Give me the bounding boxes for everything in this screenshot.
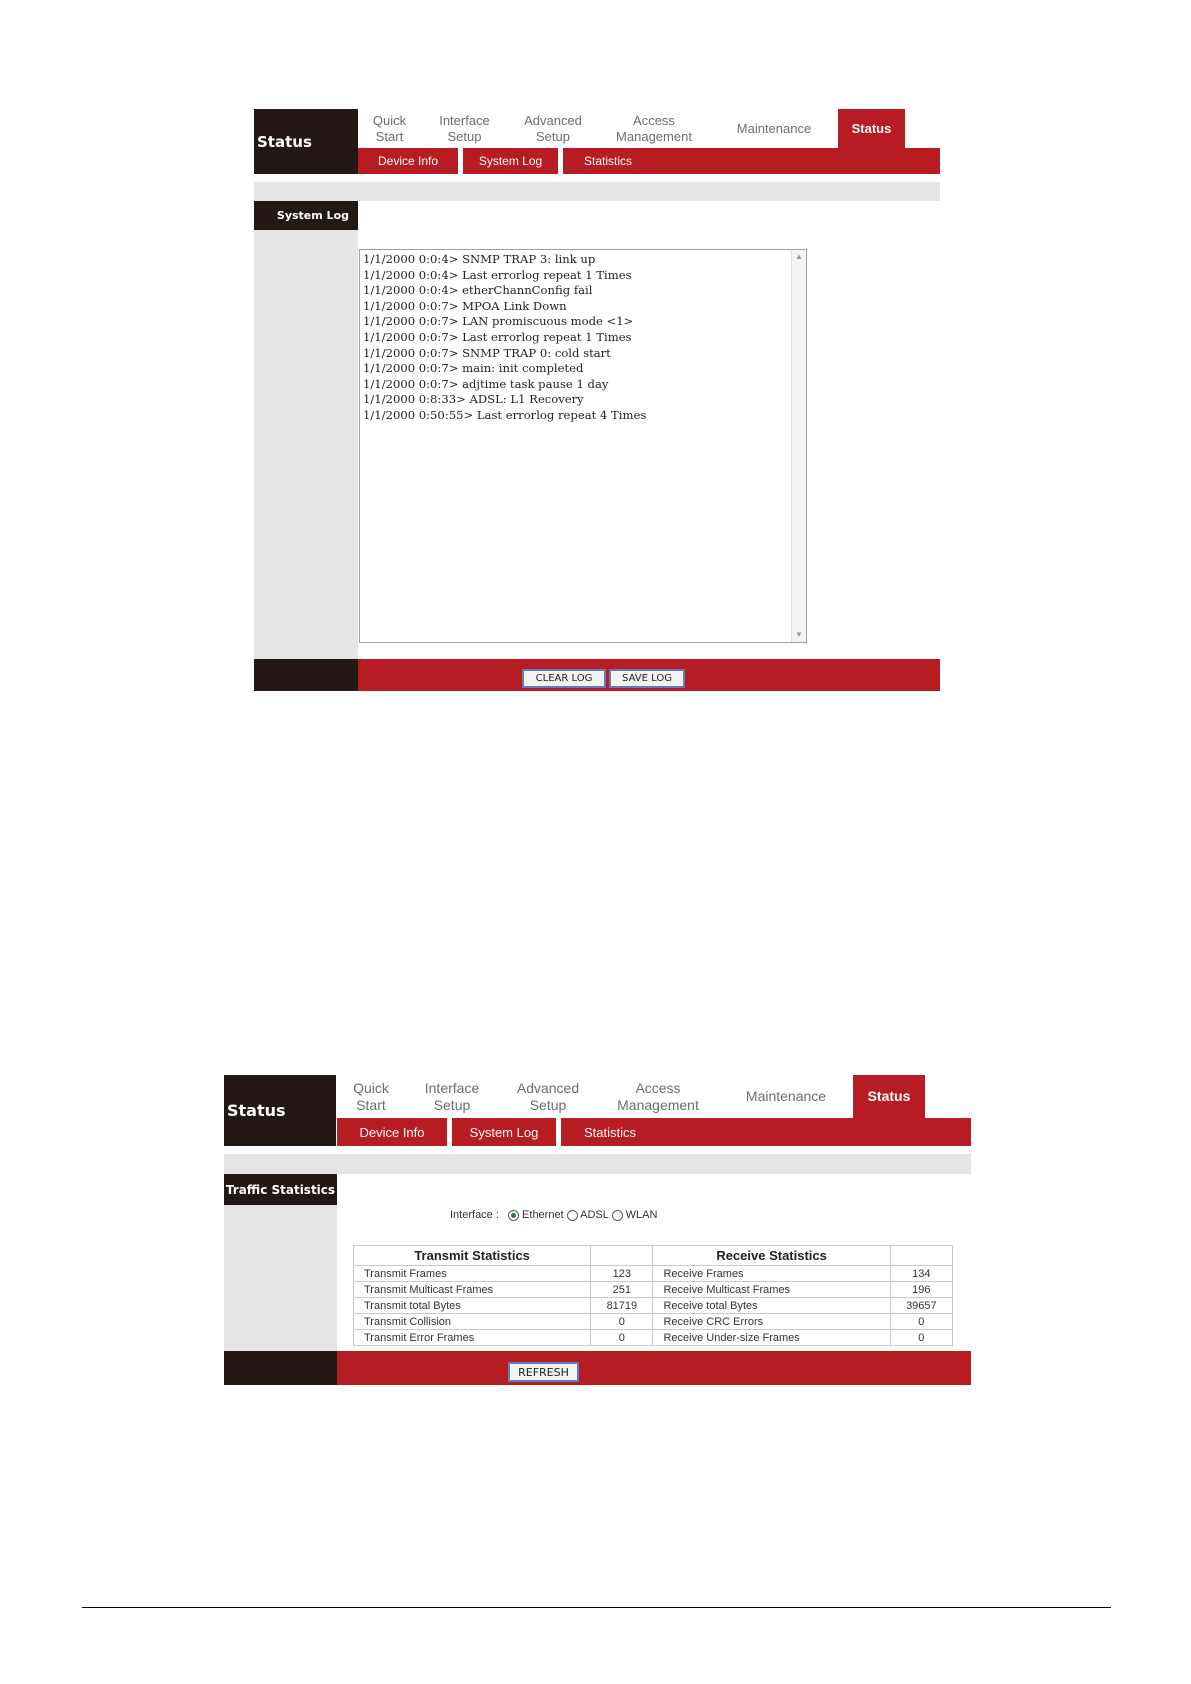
receive-value-cell: 134 [890, 1266, 952, 1282]
radio-label: ADSL [580, 1209, 609, 1221]
transmit-value-cell: 251 [591, 1282, 653, 1298]
refresh-button[interactable]: REFRESH [508, 1362, 579, 1382]
transmit-value-cell: 123 [591, 1266, 653, 1282]
scroll-down-icon[interactable]: ▼ [795, 630, 803, 639]
nav-interface-setup[interactable]: Interface Setup [424, 1079, 480, 1113]
radio-unchecked-icon[interactable] [567, 1210, 578, 1221]
save-log-button[interactable]: SAVE LOG [609, 669, 685, 688]
subnav-device-info[interactable]: Device Info [359, 1124, 425, 1140]
log-line: 1/1/2000 0:50:55> Last errorlog repeat 4 Times [363, 407, 647, 422]
table-header-row [354, 1246, 953, 1266]
subnav-system-log[interactable]: System Log [469, 1124, 539, 1140]
nav-maintenance[interactable]: Maintenance [745, 1088, 827, 1105]
transmit-label-cell: Transmit total Bytes [354, 1298, 591, 1314]
table-row [354, 1282, 953, 1298]
log-line: 1/1/2000 0:8:33> ADSL: L1 Recovery [363, 392, 584, 407]
radio-label: WLAN [625, 1209, 658, 1221]
receive-value-cell: 0 [890, 1314, 952, 1330]
log-line: 1/1/2000 0:0:7> Last errorlog repeat 1 Times [363, 329, 632, 344]
subnav-system-log[interactable]: System Log [478, 154, 543, 168]
radio-adsl[interactable] [567, 1209, 609, 1221]
footer-right [337, 1351, 971, 1385]
nav-status[interactable]: Status [838, 109, 905, 148]
left-column [254, 201, 358, 659]
scroll-up-icon[interactable]: ▲ [795, 252, 803, 261]
header [254, 109, 940, 174]
nav-status[interactable]: Status [853, 1075, 925, 1118]
receive-value-cell: 39657 [890, 1298, 952, 1314]
transmit-value-cell: 81719 [591, 1298, 653, 1314]
log-line: 1/1/2000 0:0:7> main: init completed [363, 361, 584, 376]
brand-status: Status [254, 109, 358, 174]
footer-left [254, 659, 358, 691]
transmit-label-cell: Transmit Multicast Frames [354, 1282, 591, 1298]
divider-strip [224, 1154, 971, 1174]
log-line: 1/1/2000 0:0:7> LAN promiscuous mode <1> [363, 314, 634, 329]
top-nav [358, 109, 940, 148]
header [224, 1075, 971, 1146]
footer-right [358, 659, 940, 691]
table-row [354, 1330, 953, 1346]
log-line: 1/1/2000 0:0:7> SNMP TRAP 0: cold start [363, 345, 611, 360]
receive-label-cell: Receive CRC Errors [653, 1314, 890, 1330]
radio-label: Ethernet [522, 1209, 564, 1221]
nav-advanced-setup[interactable]: Advanced Setup [516, 1079, 580, 1113]
brand-status: Status [224, 1075, 336, 1146]
receive-label-cell: Receive Multicast Frames [653, 1282, 890, 1298]
log-line: 1/1/2000 0:0:4> etherChannConfig fail [363, 283, 593, 298]
content [224, 1174, 971, 1351]
traffic-statistics-panel [224, 1075, 971, 1385]
receive-header: Receive Statistics [653, 1246, 890, 1266]
footer-bar [224, 1351, 971, 1385]
nav-maintenance[interactable]: Maintenance [736, 120, 812, 136]
nav-interface-setup[interactable]: Interface Setup [439, 112, 490, 144]
system-log-panel [254, 109, 940, 691]
receive-label-cell: Receive total Bytes [653, 1298, 890, 1314]
table-body [354, 1266, 953, 1346]
log-line: 1/1/2000 0:0:4> Last errorlog repeat 1 Times [363, 267, 632, 282]
page-footer-rule [82, 1607, 1111, 1608]
top-nav [337, 1075, 971, 1118]
log-line: 1/1/2000 0:0:7> adjtime task pause 1 day [363, 376, 609, 391]
nav-quick-start[interactable]: Quick Start [372, 112, 407, 144]
receive-label-cell: Receive Frames [653, 1266, 890, 1282]
divider-strip [254, 182, 940, 201]
nav-access-management[interactable]: Access Management [617, 1079, 699, 1113]
section-label: Traffic Statistics [224, 1174, 337, 1205]
interface-selector [450, 1209, 657, 1221]
subnav-statistics[interactable]: Statistics [583, 1124, 636, 1140]
subnav-device-info[interactable]: Device Info [377, 154, 439, 168]
receive-value-cell: 0 [890, 1330, 952, 1346]
sub-nav [358, 148, 940, 174]
transmit-value-header [591, 1246, 653, 1266]
table-row [354, 1298, 953, 1314]
statistics-table [353, 1245, 953, 1346]
log-textarea[interactable] [359, 249, 807, 643]
scrollbar[interactable] [791, 250, 806, 642]
content [254, 201, 940, 659]
clear-log-button[interactable]: CLEAR LOG [522, 669, 606, 688]
table-row [354, 1266, 953, 1282]
log-line: 1/1/2000 0:0:7> MPOA Link Down [363, 298, 567, 313]
interface-label: Interface : [450, 1209, 499, 1221]
radio-checked-icon[interactable] [508, 1210, 519, 1221]
nav-access-management[interactable]: Access Management [616, 112, 692, 144]
receive-value-header [890, 1246, 952, 1266]
radio-ethernet[interactable] [508, 1209, 564, 1221]
transmit-label-cell: Transmit Error Frames [354, 1330, 591, 1346]
table-row [354, 1314, 953, 1330]
footer-bar [254, 659, 940, 691]
radio-wlan[interactable] [612, 1209, 658, 1221]
sub-nav [337, 1118, 971, 1146]
nav-quick-start[interactable]: Quick Start [353, 1079, 389, 1113]
subnav-statistics[interactable]: Statistics [583, 154, 632, 168]
section-label: System Log [254, 201, 358, 230]
radio-unchecked-icon[interactable] [612, 1210, 623, 1221]
log-line: 1/1/2000 0:0:4> SNMP TRAP 3: link up [363, 252, 596, 266]
transmit-value-cell: 0 [591, 1314, 653, 1330]
receive-value-cell: 196 [890, 1282, 952, 1298]
transmit-label-cell: Transmit Frames [354, 1266, 591, 1282]
transmit-label-cell: Transmit Collision [354, 1314, 591, 1330]
nav-advanced-setup[interactable]: Advanced Setup [524, 112, 582, 144]
receive-label-cell: Receive Under-size Frames [653, 1330, 890, 1346]
footer-left [224, 1351, 337, 1385]
transmit-value-cell: 0 [591, 1330, 653, 1346]
log-lines [363, 252, 803, 424]
transmit-header: Transmit Statistics [354, 1246, 591, 1266]
